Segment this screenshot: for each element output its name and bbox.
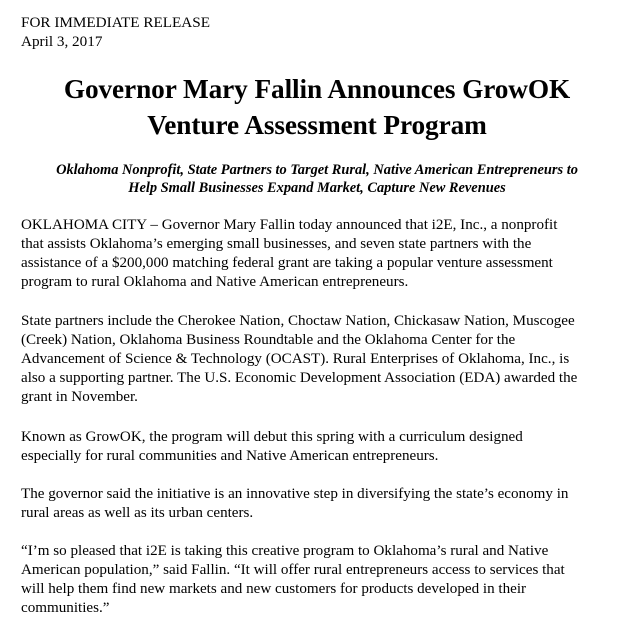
release-date: April 3, 2017 [21,33,103,50]
body-line: especially for rural communities and Native American entrepreneurs. [21,448,439,464]
body-line: will help them find new markets and new customers for products developed in their [21,581,527,597]
subheadline-line-1: Oklahoma Nonprofit, State Partners to Target Rural, Native American Entrepreneurs to [56,162,578,178]
body-paragraph-4 [21,485,621,523]
subheadline-line-2: Help Small Businesses Expand Market, Capture New Revenues [128,180,506,196]
body-paragraph-2 [21,312,621,407]
body-line: State partners include the Cherokee Nation, Choctaw Nation, Chickasaw Nation, Muscogee [21,313,575,329]
release-label: FOR IMMEDIATE RELEASE [21,14,210,31]
body-line: The governor said the initiative is an innovative step in diversifying the state’s economy in [21,486,569,502]
body-line: American population,” said Fallin. “It will offer rural entrepreneurs access to services that [21,562,565,578]
body-line: Advancement of Science & Technology (OCAST). Rural Enterprises of Oklahoma, Inc., is [21,351,570,367]
body-line: also a supporting partner. The U.S. Economic Development Association (EDA) awarded the [21,370,578,386]
body-line: grant in November. [21,389,138,405]
body-paragraph-1 [21,216,621,292]
body-paragraph-3 [21,428,621,466]
body-line: Known as GrowOK, the program will debut this spring with a curriculum designed [21,429,523,445]
body-line: assistance of a $200,000 matching federal grant are taking a popular venture assessment [21,255,553,271]
body-line: rural areas as well as its urban centers. [21,505,254,521]
headline-line-1: Governor Mary Fallin Announces GrowOK [63,74,571,104]
body-line: that assists Oklahoma’s emerging small businesses, and seven state partners with the [21,236,532,252]
headline-line-2: Venture Assessment Program [147,110,487,140]
body-line: communities.” [21,600,110,616]
body-line: “I’m so pleased that i2E is taking this creative program to Oklahoma’s rural and Native [21,543,549,559]
body-line: (Creek) Nation, Oklahoma Business Roundtable and the Oklahoma Center for the [21,332,516,348]
body-line: program to rural Oklahoma and Native American entrepreneurs. [21,274,409,290]
body-line: OKLAHOMA CITY – Governor Mary Fallin today announced that i2E, Inc., a nonprofit [21,217,558,233]
body-paragraph-5 [21,542,621,618]
